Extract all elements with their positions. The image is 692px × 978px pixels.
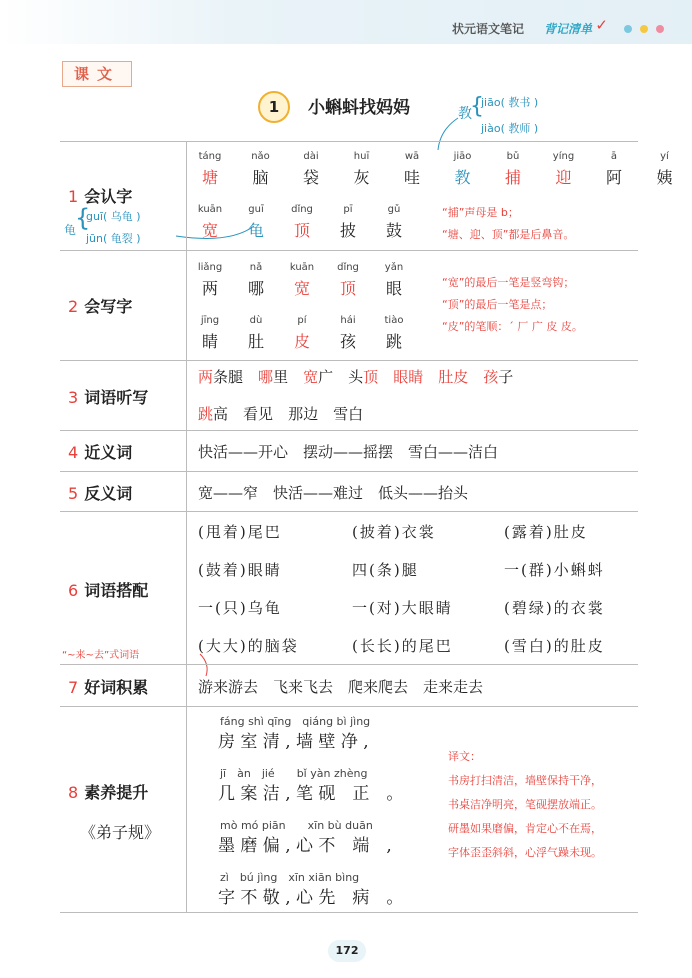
table-line — [60, 912, 638, 913]
hanzi: 龟 — [247, 221, 264, 240]
collocation: (大大)的脑袋 — [198, 637, 299, 655]
section-label: 6 词语搭配 — [68, 581, 149, 600]
section-8-sub: 《弟子规》 — [80, 823, 161, 842]
lesson-title: 小蝌蚪找妈妈 — [308, 98, 410, 118]
hanzi: 迎 — [555, 168, 572, 187]
hanzi: 脑 — [252, 168, 269, 187]
pinyin: yíng — [552, 151, 575, 162]
hanzi: 宽 — [293, 279, 310, 298]
collocation: (鼓着)眼睛 — [198, 561, 282, 579]
hanzi: 披 — [339, 221, 356, 240]
word: 眼睛 — [393, 368, 424, 386]
pinyin: dài — [303, 151, 319, 162]
s3-line2 — [198, 403, 363, 424]
gui-note-p2: jūn( 龟裂 ) — [86, 232, 141, 245]
word: 孩 — [483, 368, 499, 386]
poem-line: 墨 磨 偏 , 心 不 端 , — [218, 836, 392, 856]
section-label: 1 会认字 — [68, 187, 133, 206]
word: 条腿 — [213, 368, 244, 386]
collocation: (披着)衣裳 — [352, 523, 436, 541]
word: 子 — [498, 368, 514, 386]
word: 看见 — [243, 405, 274, 423]
section-label: 4 近义词 — [68, 443, 133, 462]
hanzi: 顶 — [293, 221, 310, 240]
hanzi: 哇 — [403, 168, 420, 187]
table-line — [60, 430, 638, 431]
table-line — [60, 141, 638, 142]
collocation: 四(条)腿 — [352, 561, 419, 579]
s2-note: “宽”的最后一笔是竖弯钩； — [442, 276, 575, 289]
word: 宽 — [303, 368, 319, 386]
poem-pinyin: fáng shì qīng qiáng bì jìng — [220, 715, 371, 728]
pinyin: kuān — [289, 262, 315, 273]
word: 顶 — [363, 368, 379, 386]
collocation: (碧绿)的衣裳 — [504, 599, 605, 617]
brace-icon: { — [470, 94, 484, 119]
pinyin: kuān — [197, 204, 223, 215]
checkmark-icon: ✓ — [595, 16, 608, 34]
s1-note: “塘、迎、顶”都是后鼻音。 — [442, 228, 575, 241]
pinyin: pí — [297, 315, 307, 326]
collocation: 一(群)小蝌蚪 — [504, 561, 605, 579]
poem-line: 字 不 敬 , 心 先 病 。 — [218, 888, 404, 908]
pinyin: wā — [404, 151, 420, 162]
table-line — [60, 250, 638, 251]
s8-trans: 研墨如果磨偏，肯定心不在焉， — [448, 822, 602, 835]
word: 雪白 — [333, 405, 364, 423]
hanzi: 鼓 — [385, 221, 402, 240]
s4-text: 快活——开心 摆动——摇摆 雪白——洁白 — [198, 443, 499, 461]
laiqu-arrow — [200, 654, 207, 676]
hanzi: 阿 — [605, 168, 622, 187]
collocation: 一(只)乌龟 — [198, 599, 282, 617]
hanzi: 顶 — [339, 279, 356, 298]
pinyin: nǎ — [249, 262, 263, 273]
collocation: 一(对)大眼睛 — [352, 599, 453, 617]
poem-pinyin: jī àn jié bǐ yàn zhèng — [220, 767, 368, 780]
hanzi: 教 — [454, 168, 471, 187]
pinyin: huī — [353, 151, 370, 162]
section-label: 5 反义词 — [68, 484, 133, 503]
poem-pinyin: zì bú jìng xīn xiān bìng — [220, 871, 360, 884]
section-tag: 课文 — [62, 61, 132, 87]
pinyin: jīng — [200, 315, 220, 326]
collocation: (甩着)尾巴 — [198, 523, 282, 541]
hanzi: 肚 — [247, 332, 264, 351]
pinyin: yí — [660, 151, 669, 162]
pinyin: dǐng — [337, 262, 359, 273]
hanzi: 姨 — [656, 168, 673, 187]
s8-trans: 书桌洁净明亮，笔砚摆放端正。 — [448, 798, 602, 811]
word: 哪 — [258, 368, 274, 386]
brand-name: 状元语文笔记 — [451, 22, 524, 36]
pinyin: yǎn — [384, 262, 404, 273]
section-label: 3 词语听写 — [68, 388, 149, 407]
lesson-number: 1 — [258, 91, 290, 123]
pinyin: pī — [343, 204, 353, 215]
pinyin: guī — [248, 204, 264, 215]
section-label: 8 素养提升 — [68, 783, 149, 802]
table-divider — [186, 141, 187, 913]
collocation: (长长)的尾巴 — [352, 637, 453, 655]
poem-line: 几 案 洁 , 笔 砚 正 。 — [218, 784, 404, 804]
s8-trans: 字体歪歪斜斜，心浮气躁未现。 — [448, 846, 602, 859]
table-line — [60, 360, 638, 361]
word: 高 — [213, 405, 229, 423]
hanzi: 两 — [201, 279, 218, 298]
collocation: (露着)肚皮 — [504, 523, 588, 541]
s8-trans-label: 译文： — [448, 750, 481, 763]
hanzi: 跳 — [385, 332, 402, 351]
hanzi: 孩 — [339, 332, 356, 351]
jiao-note-char: 教 — [458, 106, 472, 122]
jiao-note-p1: jiāo( 教书 ) — [481, 96, 539, 109]
s3-line1 — [198, 366, 513, 387]
hanzi: 睛 — [201, 332, 218, 351]
pinyin: gǔ — [387, 204, 401, 215]
pinyin: hái — [340, 315, 356, 326]
hanzi: 眼 — [385, 279, 402, 298]
jiao-arrow — [438, 118, 458, 150]
s5-text: 宽——窄 快活——难过 低头——抬头 — [198, 484, 469, 502]
word: 那边 — [288, 405, 319, 423]
poem-line: 房 室 清 , 墙 壁 净 , — [218, 732, 369, 752]
table-line — [60, 706, 638, 707]
hanzi: 灰 — [353, 168, 370, 187]
s7-side-note: “~来~去”式词语 — [62, 650, 140, 661]
table-line — [60, 664, 638, 665]
hanzi: 皮 — [293, 332, 310, 351]
hanzi: 捕 — [504, 168, 521, 187]
word: 头 — [348, 368, 364, 386]
s2-note: “皮”的笔顺：ˊ 厂 广 皮 皮。 — [442, 320, 583, 333]
table-line — [60, 511, 638, 512]
pinyin: ā — [610, 151, 618, 162]
pinyin: liǎng — [197, 262, 223, 273]
section-label: 2 会写字 — [68, 297, 133, 316]
word: 两 — [198, 368, 214, 386]
s8-trans: 书房打扫清洁，墙壁保持干净， — [448, 774, 602, 787]
pinyin: jiāo — [453, 151, 472, 162]
pinyin: nǎo — [251, 151, 270, 162]
pinyin: dù — [249, 315, 263, 326]
pinyin: tiào — [384, 315, 404, 326]
s1-note: “捕”声母是 b； — [442, 206, 519, 219]
hanzi: 塘 — [201, 168, 218, 187]
word: 肚皮 — [438, 368, 469, 386]
jiao-note-p2: jiào( 教师 ) — [481, 122, 539, 135]
s7-text: 游来游去 飞来飞去 爬来爬去 走来走去 — [198, 678, 484, 696]
word: 广 — [318, 368, 334, 386]
word: 跳 — [198, 405, 214, 423]
page-number: 172 — [328, 940, 366, 962]
hanzi: 哪 — [247, 279, 264, 298]
gui-note-p1: guī( 乌龟 ) — [86, 210, 141, 223]
product-name: 背记清单 — [543, 22, 592, 36]
poem-pinyin: mò mó piān xīn bù duān — [220, 819, 373, 832]
brace-icon: { — [75, 204, 91, 232]
pinyin: dǐng — [291, 204, 313, 215]
gui-note-char: 龟 — [64, 223, 77, 237]
pinyin: bǔ — [506, 151, 520, 162]
section-label: 7 好词积累 — [68, 678, 149, 697]
hanzi: 宽 — [201, 221, 218, 240]
table-line — [60, 471, 638, 472]
word: 里 — [273, 368, 289, 386]
pinyin: táng — [198, 151, 222, 162]
s2-note: “顶”的最后一笔是点； — [442, 298, 553, 311]
collocation: (雪白)的肚皮 — [504, 637, 605, 655]
hanzi: 袋 — [302, 168, 319, 187]
